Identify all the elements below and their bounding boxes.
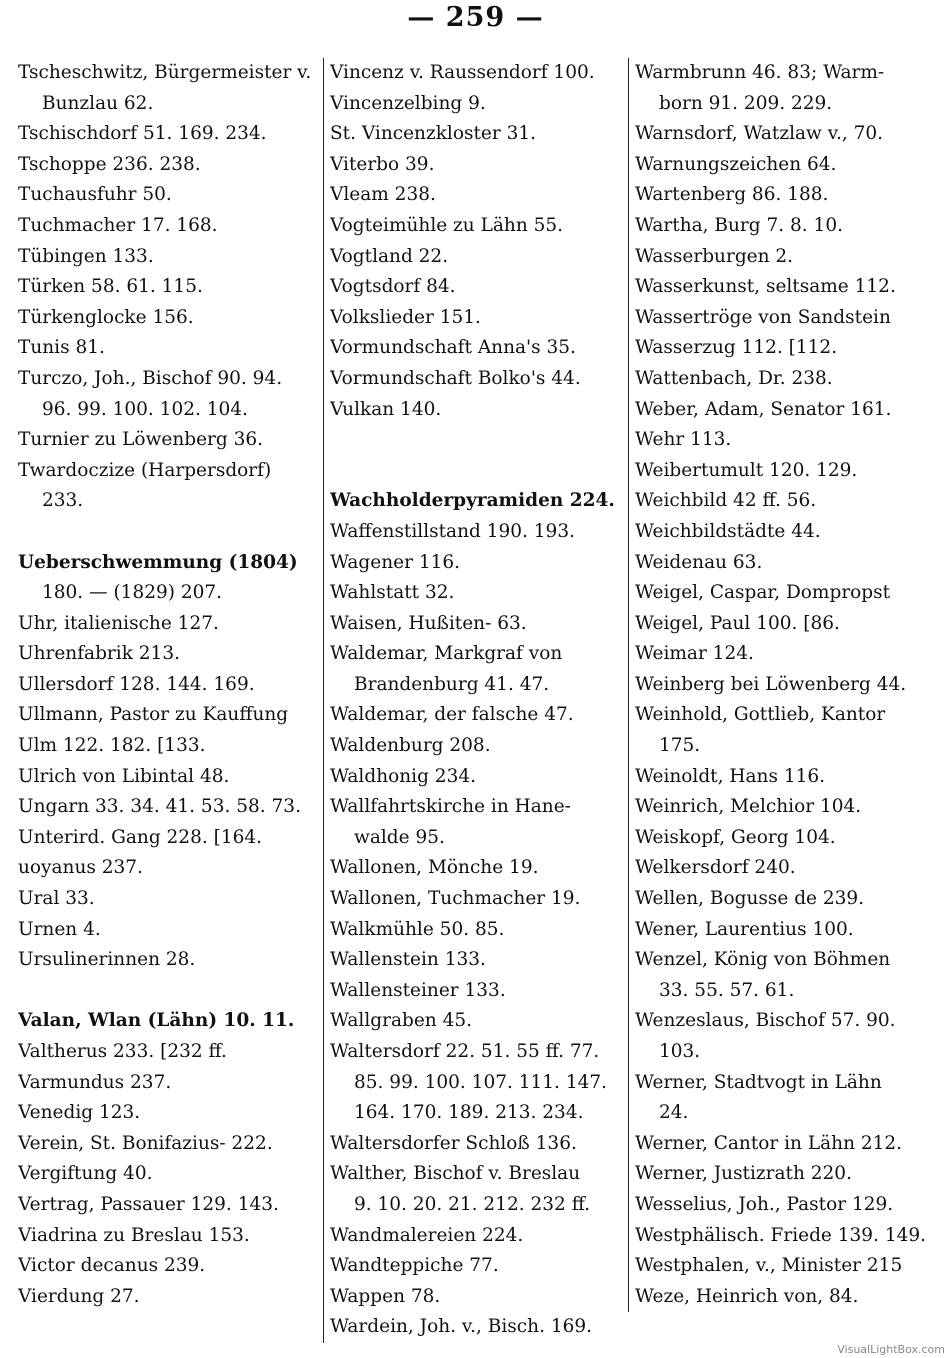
- index-entry: Wagener 116.: [330, 551, 461, 573]
- index-entry: Wandteppiche 77.: [330, 1255, 499, 1277]
- index-entry: Wenzel, König von Böhmen: [635, 949, 891, 971]
- index-entry: Wenzeslaus, Bischof 57. 90.: [635, 1010, 896, 1032]
- index-entry: Waltersdorf 22. 51. 55 ff. 77.: [330, 1041, 600, 1062]
- index-entry: Wasserburgen 2.: [635, 245, 794, 267]
- index-entry: Tübingen 133.: [18, 245, 154, 267]
- index-entry: Uhr, italienische 127.: [18, 612, 219, 634]
- index-entry: Wandmalereien 224.: [330, 1224, 524, 1246]
- index-entry: Türken 58. 61. 115.: [18, 276, 203, 298]
- index-entry: Wallonen, Mönche 19.: [330, 857, 539, 879]
- index-entry: Wardein, Joh. v., Bisch. 169.: [330, 1316, 593, 1338]
- index-entry: Waldhonig 234.: [330, 765, 476, 787]
- index-entry: Ulrich von Libintal 48.: [18, 765, 230, 787]
- index-entry: Wartha, Burg 7. 8. 10.: [635, 214, 843, 236]
- index-entry: Vergiftung 40.: [18, 1163, 153, 1185]
- index-entry: 103.: [659, 1041, 701, 1062]
- index-entry: Waffenstillstand 190. 193.: [330, 520, 575, 542]
- index-entry: Tschoppe 236. 238.: [18, 153, 201, 175]
- index-entry: Walther, Bischof v. Breslau: [330, 1163, 581, 1185]
- index-entry: Ursulinerinnen 28.: [18, 949, 196, 971]
- index-entry: Wassertröge von Sandstein: [635, 306, 891, 328]
- blank-line: [330, 425, 630, 456]
- index-entry: Vincenzelbing 9.: [330, 92, 486, 114]
- index-entry: Urnen 4.: [18, 918, 101, 940]
- index-entry: Wappen 78.: [330, 1285, 441, 1307]
- index-column-3: [628, 58, 935, 1312]
- index-entry: St. Vincenzkloster 31.: [330, 123, 536, 145]
- index-entry: Werner, Stadtvogt in Lähn: [635, 1071, 882, 1093]
- blank-line: [330, 456, 630, 487]
- index-entry: Ueberschwemmung (1804): [18, 551, 298, 573]
- index-entry: Weinrich, Melchior 104.: [635, 796, 862, 818]
- index-entry: Vogtsdorf 84.: [330, 276, 456, 298]
- index-entry: Victor decanus 239.: [18, 1255, 206, 1277]
- index-entry: Uhrenfabrik 213.: [18, 643, 180, 665]
- index-entry: Vormundschaft Anna's 35.: [330, 337, 576, 359]
- index-entry: Valtherus 233. [232 ff.: [18, 1041, 227, 1062]
- index-entry: Weichbild 42 ff. 56.: [635, 490, 817, 512]
- index-entry: Wesselius, Joh., Pastor 129.: [635, 1193, 894, 1215]
- index-entry: 175.: [659, 735, 701, 757]
- index-entry: Vormundschaft Bolko's 44.: [330, 367, 581, 389]
- blank-line: [18, 517, 318, 548]
- blank-line: [18, 976, 318, 1007]
- index-entry: Waldemar, Markgraf von: [330, 643, 563, 665]
- index-entry: uoyanus 237.: [18, 857, 143, 879]
- index-entry: 33. 55. 57. 61.: [659, 979, 795, 1001]
- index-entry: Varmundus 237.: [18, 1071, 172, 1093]
- page-number: — 259 —: [407, 2, 544, 33]
- index-entry: Tscheschwitz, Bürgermeister v.: [18, 62, 312, 83]
- index-entry: Wallensteiner 133.: [330, 979, 506, 1001]
- index-column-1: [18, 58, 318, 1312]
- index-entry: Warnsdorf, Watzlaw v., 70.: [635, 123, 884, 145]
- index-entry: Weidenau 63.: [635, 551, 763, 573]
- index-entry: Wehr 113.: [635, 429, 732, 451]
- index-entry: Türkenglocke 156.: [18, 306, 194, 328]
- watermark: VisualLightBox.com: [837, 1343, 945, 1356]
- index-entry: Wartenberg 86. 188.: [635, 184, 829, 206]
- index-entry: Verein, St. Bonifazius- 222.: [18, 1132, 273, 1154]
- index-entry: Volkslieder 151.: [330, 306, 481, 328]
- index-entry: Weigel, Paul 100. [86.: [635, 612, 840, 634]
- index-entry: Waldemar, der falsche 47.: [330, 704, 574, 726]
- index-entry: Tschischdorf 51. 169. 234.: [18, 123, 267, 145]
- index-entry: Weibertumult 120. 129.: [635, 459, 858, 481]
- index-entry: walde 95.: [354, 826, 445, 848]
- index-entry: Wasserzug 112. [112.: [635, 337, 838, 359]
- index-entry: Vogtland 22.: [330, 245, 449, 267]
- index-entry: Turnier zu Löwenberg 36.: [18, 429, 264, 451]
- index-entry: Tuchmacher 17. 168.: [18, 214, 218, 236]
- index-entry: Werner, Justizrath 220.: [635, 1163, 852, 1185]
- index-entry: Vogteimühle zu Lähn 55.: [330, 214, 564, 236]
- index-entry: Ullersdorf 128. 144. 169.: [18, 673, 255, 695]
- index-entry: Viterbo 39.: [330, 153, 435, 175]
- index-entry: Wallfahrtskirche in Hane-: [330, 796, 571, 818]
- index-entry: Valan, Wlan (Lähn) 10. 11.: [18, 1010, 295, 1032]
- index-entry: Unterird. Gang 228. [164.: [18, 826, 263, 848]
- index-columns: [18, 58, 933, 1338]
- index-entry: Warmbrunn 46. 83; Warm-: [635, 62, 885, 83]
- index-entry: Vincenz v. Raussendorf 100.: [330, 62, 595, 83]
- index-entry: Tunis 81.: [18, 337, 105, 359]
- index-entry: Wallenstein 133.: [330, 949, 486, 971]
- index-entry: Tuchausfuhr 50.: [18, 184, 172, 206]
- index-entry: 164. 170. 189. 213. 234.: [354, 1102, 584, 1124]
- index-entry: 9. 10. 20. 21. 212. 232 ff.: [354, 1193, 591, 1215]
- index-entry: 233.: [42, 490, 84, 512]
- index-entry: Vierdung 27.: [18, 1285, 140, 1307]
- index-entry: Wallgraben 45.: [330, 1010, 472, 1032]
- index-entry: Weichbildstädte 44.: [635, 520, 821, 542]
- index-entry: Warnungszeichen 64.: [635, 153, 837, 175]
- index-entry: Weinhold, Gottlieb, Kantor: [635, 704, 886, 726]
- index-entry: Weinoldt, Hans 116.: [635, 765, 826, 787]
- index-entry: Bunzlau 62.: [42, 92, 154, 114]
- index-entry: Ulm 122. 182. [133.: [18, 735, 206, 757]
- index-entry: Weinberg bei Löwenberg 44.: [635, 673, 907, 695]
- index-column-2: [323, 58, 630, 1343]
- index-entry: 85. 99. 100. 107. 111. 147.: [354, 1071, 608, 1093]
- index-entry: Vleam 238.: [330, 184, 436, 206]
- index-entry: Brandenburg 41. 47.: [354, 673, 550, 695]
- index-entry: Weze, Heinrich von, 84.: [635, 1285, 859, 1307]
- index-entry: born 91. 209. 229.: [659, 92, 833, 114]
- index-entry: Waltersdorfer Schloß 136.: [330, 1132, 577, 1154]
- index-entry: Ural 33.: [18, 888, 95, 910]
- index-entry: 96. 99. 100. 102. 104.: [42, 398, 248, 420]
- index-entry: Wasserkunst, seltsame 112.: [635, 276, 896, 298]
- index-entry: 24.: [659, 1102, 689, 1124]
- index-entry: Weigel, Caspar, Dompropst: [635, 582, 891, 604]
- index-entry: Wattenbach, Dr. 238.: [635, 367, 833, 389]
- index-entry: Wahlstatt 32.: [330, 582, 455, 604]
- index-entry: Weber, Adam, Senator 161.: [635, 398, 892, 420]
- index-entry: Westphälisch. Friede 139. 149.: [635, 1224, 927, 1246]
- index-entry: Turczo, Joh., Bischof 90. 94.: [18, 367, 283, 389]
- index-entry: Werner, Cantor in Lähn 212.: [635, 1132, 903, 1154]
- index-entry: Vertrag, Passauer 129. 143.: [18, 1193, 279, 1215]
- index-entry: Viadrina zu Breslau 153.: [18, 1224, 250, 1246]
- index-entry: Twardoczize (Harpersdorf): [18, 459, 272, 481]
- index-entry: Wener, Laurentius 100.: [635, 918, 854, 940]
- index-entry: Walkmühle 50. 85.: [330, 918, 505, 940]
- index-entry: Venedig 123.: [18, 1102, 141, 1124]
- index-entry: Weimar 124.: [635, 643, 754, 665]
- index-entry: Ullmann, Pastor zu Kauffung: [18, 704, 289, 726]
- index-entry: Ungarn 33. 34. 41. 53. 58. 73.: [18, 796, 301, 818]
- index-entry: Wallonen, Tuchmacher 19.: [330, 888, 581, 910]
- index-entry: Waisen, Hußiten- 63.: [330, 612, 527, 634]
- index-entry: Vulkan 140.: [330, 398, 442, 420]
- index-entry: Welkersdorf 240.: [635, 857, 796, 879]
- index-entry: 180. — (1829) 207.: [42, 582, 223, 604]
- index-entry: Weiskopf, Georg 104.: [635, 826, 836, 848]
- index-entry: Wachholderpyramiden 224.: [330, 490, 615, 512]
- index-entry: Westphalen, v., Minister 215: [635, 1255, 903, 1277]
- index-entry: Waldenburg 208.: [330, 735, 491, 757]
- index-entry: Wellen, Bogusse de 239.: [635, 888, 865, 910]
